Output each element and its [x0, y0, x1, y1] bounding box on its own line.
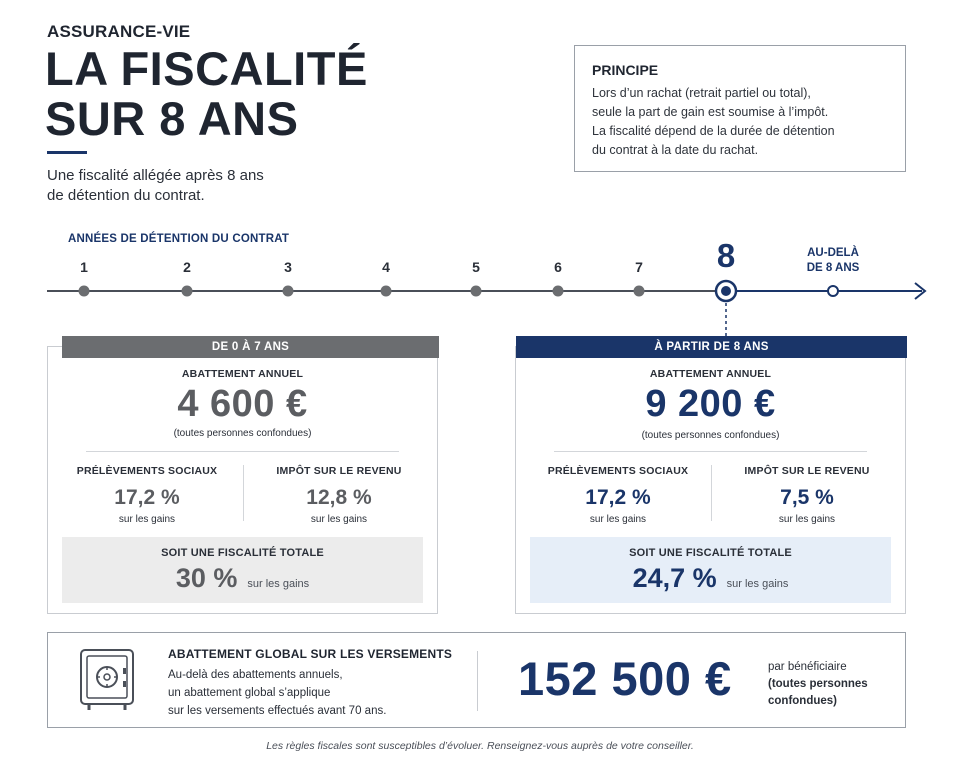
- timeline-year-label: 3: [284, 259, 292, 275]
- principe-line-4: du contrat à la date du rachat.: [592, 143, 759, 157]
- timeline-year-dot: [182, 286, 193, 297]
- total-value: 30 %: [175, 563, 238, 593]
- global-line-3: sur les versements effectués avant 70 ans.: [168, 705, 387, 717]
- timeline-year-dot: [283, 286, 294, 297]
- impot-label: IMPÔT SUR LE REVENU: [276, 465, 402, 477]
- global-amount: 152 500 €: [518, 652, 732, 705]
- global-per-line-1: par bénéficiaire: [768, 661, 847, 673]
- timeline-beyond-line-2: DE 8 ANS: [806, 262, 860, 274]
- page-title: [45, 44, 368, 144]
- principe-text: [592, 84, 888, 160]
- card-0-7-ans: [47, 341, 438, 614]
- prelevements-sub: sur les gains: [118, 514, 176, 525]
- timeline-year-label: 6: [554, 259, 562, 275]
- global-per-line-2: (toutes personnes: [768, 678, 868, 690]
- card-right-tab: À PARTIR DE 8 ANS: [516, 336, 907, 358]
- global-per-line-3: confondues): [768, 695, 837, 707]
- global-abatement-box: [47, 632, 906, 728]
- timeline-year-label: 7: [635, 259, 643, 275]
- timeline-year-8-label: 8: [716, 237, 736, 274]
- principe-box: [574, 45, 906, 172]
- safe-icon: [79, 648, 135, 712]
- impot-sub: sur les gains: [778, 514, 836, 525]
- timeline-year-label: 1: [80, 259, 88, 275]
- card-left-tab: DE 0 À 7 ANS: [62, 336, 439, 358]
- timeline-year-label: 5: [472, 259, 480, 275]
- card-divider: [86, 451, 399, 452]
- eyebrow-label: ASSURANCE-VIE: [47, 22, 191, 41]
- principe-line-3: La fiscalité dépend de la durée de détention: [592, 124, 835, 138]
- footer-disclaimer: Les règles fiscales sont susceptibles d’évoluer. Renseignez-vous auprès de votre conseiller.: [266, 740, 694, 752]
- intro-line-2: de détention du contrat.: [47, 187, 205, 204]
- prelevements-label: PRÉLÈVEMENTS SOCIAUX: [76, 465, 218, 477]
- abattement-value: 9 200 €: [645, 383, 776, 425]
- global-text: [168, 666, 468, 720]
- timeline-year-dot: [553, 286, 564, 297]
- abattement-label: ABATTEMENT ANNUEL: [649, 368, 772, 380]
- timeline-year-dot: [381, 286, 392, 297]
- timeline-year-dot: [634, 286, 645, 297]
- prelevements-column: [62, 465, 232, 525]
- total-sub: sur les gains: [247, 578, 310, 590]
- abattement-note: (toutes personnes confondues): [641, 430, 780, 441]
- intro-line-1: Une fiscalité allégée après 8 ans: [47, 167, 264, 184]
- global-per: [768, 659, 868, 710]
- title-line-1: LA FISCALITÉ: [45, 42, 368, 95]
- prelevements-value: 17,2 %: [114, 486, 180, 509]
- principe-line-1: Lors d’un rachat (retrait partiel ou total),: [592, 86, 811, 100]
- global-divider: [477, 651, 478, 711]
- total-sub: sur les gains: [726, 578, 789, 590]
- impot-sub: sur les gains: [310, 514, 368, 525]
- principe-title: PRINCIPE: [592, 62, 659, 78]
- prelevements-value: 17,2 %: [585, 486, 651, 509]
- impot-label: IMPÔT SUR LE REVENU: [744, 465, 870, 477]
- timeline-year-8-dot: [721, 286, 731, 296]
- global-title: ABATTEMENT GLOBAL SUR LES VERSEMENTS: [168, 647, 453, 661]
- total-label: SOIT UNE FISCALITÉ TOTALE: [161, 547, 324, 559]
- total-box: [62, 537, 423, 603]
- timeline-heading: ANNÉES DE DÉTENTION DU CONTRAT: [68, 233, 290, 245]
- title-line-2: SUR 8 ANS: [45, 92, 299, 145]
- title-underline: [47, 151, 87, 154]
- global-line-2: un abattement global s’applique: [168, 687, 331, 699]
- impot-column: [722, 465, 892, 525]
- intro-text: [47, 166, 307, 206]
- impot-value: 7,5 %: [780, 486, 834, 509]
- total-value: 24,7 %: [632, 563, 717, 593]
- column-divider: [711, 465, 712, 521]
- impot-value: 12,8 %: [306, 486, 372, 509]
- impot-column: [254, 465, 424, 525]
- timeline-year-dot: [471, 286, 482, 297]
- abattement-value: 4 600 €: [177, 383, 308, 425]
- timeline-year-label: 2: [183, 259, 191, 275]
- column-divider: [243, 465, 244, 521]
- timeline: [0, 236, 960, 336]
- timeline-year-dot: [79, 286, 90, 297]
- timeline-year-label: 4: [382, 259, 390, 275]
- timeline-beyond-dot: [828, 286, 838, 296]
- card-divider: [554, 451, 867, 452]
- abattement-note: (toutes personnes confondues): [173, 428, 312, 439]
- prelevements-label: PRÉLÈVEMENTS SOCIAUX: [547, 465, 689, 477]
- principe-line-2: seule la part de gain est soumise à l’impôt.: [592, 105, 829, 119]
- global-line-1: Au-delà des abattements annuels,: [168, 669, 343, 681]
- total-label: SOIT UNE FISCALITÉ TOTALE: [629, 547, 792, 559]
- card-8-ans: [515, 341, 906, 614]
- abattement-label: ABATTEMENT ANNUEL: [181, 368, 304, 380]
- prelevements-sub: sur les gains: [589, 514, 647, 525]
- prelevements-column: [530, 465, 706, 525]
- total-box: [530, 537, 891, 603]
- timeline-beyond-line-1: AU-DELÀ: [807, 247, 859, 259]
